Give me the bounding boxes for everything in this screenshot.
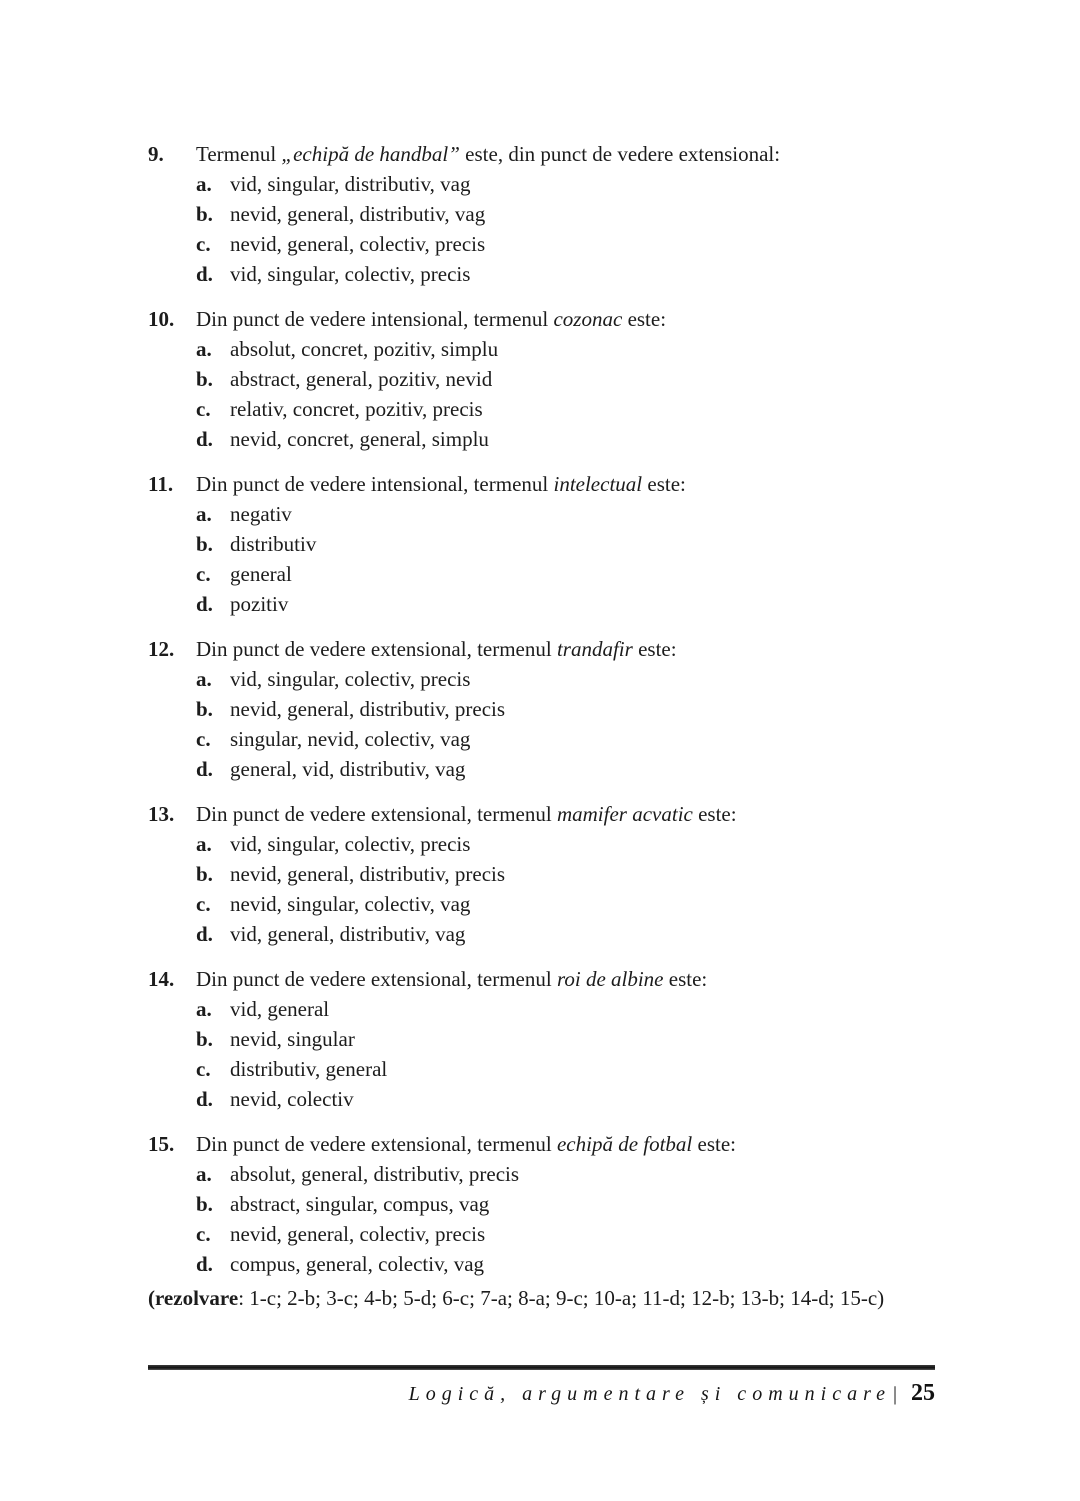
option-text: nevid, singular xyxy=(230,1027,355,1051)
question-body xyxy=(196,1129,935,1279)
answer-option xyxy=(196,559,935,589)
option-letter: d. xyxy=(196,922,213,946)
option-letter: b. xyxy=(196,862,213,886)
answer-option xyxy=(196,529,935,559)
answer-option xyxy=(196,754,935,784)
answer-option xyxy=(196,919,935,949)
option-letter: c. xyxy=(196,232,211,256)
option-text: relativ, concret, pozitiv, precis xyxy=(230,397,483,421)
question-body xyxy=(196,139,935,289)
option-letter: d. xyxy=(196,1252,213,1276)
option-letter: b. xyxy=(196,1027,213,1051)
option-text: nevid, concret, general, simplu xyxy=(230,427,489,451)
option-letter: d. xyxy=(196,262,213,286)
answer-option xyxy=(196,394,935,424)
option-text: general, vid, distributiv, vag xyxy=(230,757,466,781)
option-text: distributiv, general xyxy=(230,1057,388,1081)
answer-option xyxy=(196,424,935,454)
option-letter: d. xyxy=(196,427,213,451)
question-number: 14. xyxy=(148,967,175,991)
question-number: 15. xyxy=(148,1132,175,1156)
question-text-run: Din punct de vedere extensional, termenul xyxy=(196,802,557,826)
question-title xyxy=(196,304,935,334)
option-text: vid, singular, distributiv, vag xyxy=(230,172,471,196)
answer-option xyxy=(196,229,935,259)
option-text: singular, nevid, colectiv, vag xyxy=(230,727,471,751)
answer-option xyxy=(196,1249,935,1279)
answer-option xyxy=(196,994,935,1024)
question-text-run: este: xyxy=(692,802,737,826)
question-body xyxy=(196,634,935,784)
answer-option xyxy=(196,364,935,394)
question-term: cozonac xyxy=(553,307,623,331)
answer-option xyxy=(196,829,935,859)
option-letter: a. xyxy=(196,832,212,856)
option-text: vid, singular, colectiv, precis xyxy=(230,667,471,691)
question-term: echipă de fotbal xyxy=(556,1132,693,1156)
question-title xyxy=(196,799,935,829)
question-text-run: Termenul xyxy=(196,142,282,166)
answer-option xyxy=(196,199,935,229)
question-text-run: Din punct de vedere extensional, termenul xyxy=(196,1132,557,1156)
option-text: absolut, general, distributiv, precis xyxy=(230,1162,520,1186)
option-letter: c. xyxy=(196,727,211,751)
option-letter: d. xyxy=(196,592,213,616)
option-letter: a. xyxy=(196,1162,212,1186)
question-text-run: Din punct de vedere intensional, termenul xyxy=(196,307,554,331)
question-item xyxy=(148,139,935,289)
option-letter: a. xyxy=(196,502,212,526)
answer-option xyxy=(196,1054,935,1084)
question-text-run: Din punct de vedere extensional, termenul xyxy=(196,637,557,661)
option-text: nevid, general, distributiv, vag xyxy=(230,202,486,226)
answer-option xyxy=(196,1189,935,1219)
question-term: intelectual xyxy=(553,472,643,496)
answer-option xyxy=(196,694,935,724)
answer-option xyxy=(196,1159,935,1189)
option-text: absolut, concret, pozitiv, simplu xyxy=(230,337,499,361)
question-item xyxy=(148,634,935,784)
question-number: 12. xyxy=(148,637,175,661)
footer-rule xyxy=(148,1365,935,1370)
question-title xyxy=(196,469,935,499)
option-letter: b. xyxy=(196,367,213,391)
book-title: Logică, argumentare și comunicare xyxy=(408,1383,891,1405)
option-letter: b. xyxy=(196,202,213,226)
option-text: nevid, general, distributiv, precis xyxy=(230,697,506,721)
option-text: nevid, general, colectiv, precis xyxy=(230,1222,486,1246)
answer-option xyxy=(196,259,935,289)
question-text-run: Din punct de vedere intensional, termenul xyxy=(196,472,554,496)
question-number: 13. xyxy=(148,802,175,826)
option-text: compus, general, colectiv, vag xyxy=(230,1252,485,1276)
option-text: abstract, singular, compus, vag xyxy=(230,1192,490,1216)
option-text: nevid, colectiv xyxy=(230,1087,354,1111)
footer-separator: | xyxy=(892,1383,897,1405)
option-text: vid, singular, colectiv, precis xyxy=(230,262,471,286)
answer-key xyxy=(148,1283,935,1313)
answer-option xyxy=(196,889,935,919)
answer-option xyxy=(196,664,935,694)
question-term: mamifer acvatic xyxy=(556,802,693,826)
question-item xyxy=(148,469,935,619)
answer-key-label: (rezolvare xyxy=(148,1286,239,1310)
question-body xyxy=(196,964,935,1114)
question-title xyxy=(196,1129,935,1159)
page-footer xyxy=(148,1378,935,1409)
question-item xyxy=(148,304,935,454)
option-text: vid, general, distributiv, vag xyxy=(230,922,466,946)
answer-option xyxy=(196,334,935,364)
question-text-run: Din punct de vedere extensional, termenul xyxy=(196,967,557,991)
question-item xyxy=(148,799,935,949)
option-letter: c. xyxy=(196,562,211,586)
question-number: 10. xyxy=(148,307,175,331)
question-text-run: este: xyxy=(663,967,708,991)
option-text: abstract, general, pozitiv, nevid xyxy=(230,367,493,391)
question-item xyxy=(148,964,935,1114)
option-letter: c. xyxy=(196,1057,211,1081)
option-letter: b. xyxy=(196,1192,213,1216)
option-letter: a. xyxy=(196,337,212,361)
option-letter: d. xyxy=(196,757,213,781)
option-text: vid, general xyxy=(230,997,330,1021)
option-text: nevid, singular, colectiv, vag xyxy=(230,892,471,916)
answer-option xyxy=(196,169,935,199)
option-letter: c. xyxy=(196,892,211,916)
question-term: „echipă de handbal” xyxy=(281,142,460,166)
answer-option xyxy=(196,1219,935,1249)
option-text: general xyxy=(230,562,292,586)
question-title xyxy=(196,634,935,664)
answer-option xyxy=(196,499,935,529)
option-letter: c. xyxy=(196,397,211,421)
question-text-run: este: xyxy=(692,1132,737,1156)
option-text: vid, singular, colectiv, precis xyxy=(230,832,471,856)
question-number: 11. xyxy=(148,472,174,496)
option-text: distributiv xyxy=(230,532,317,556)
question-term: roi de albine xyxy=(556,967,664,991)
question-body xyxy=(196,469,935,619)
question-item xyxy=(148,1129,935,1279)
answer-key-values: : 1-c; 2-b; 3-c; 4-b; 5-d; 6-c; 7-a; 8-a; 9-c; 10-a; 11-d; 12-b; 13-b; 14-d; 15-c) xyxy=(238,1286,885,1310)
question-body xyxy=(196,799,935,949)
question-list xyxy=(148,139,935,1279)
answer-option xyxy=(196,1084,935,1114)
option-letter: a. xyxy=(196,997,212,1021)
option-text: pozitiv xyxy=(230,592,289,616)
answer-option xyxy=(196,589,935,619)
option-text: nevid, general, distributiv, precis xyxy=(230,862,506,886)
question-title xyxy=(196,964,935,994)
option-letter: a. xyxy=(196,667,212,691)
question-text-run: este: xyxy=(642,472,686,496)
question-title xyxy=(196,139,935,169)
option-letter: b. xyxy=(196,532,213,556)
question-text-run: este: xyxy=(622,307,667,331)
option-text: nevid, general, colectiv, precis xyxy=(230,232,486,256)
question-term: trandafir xyxy=(556,637,633,661)
question-body xyxy=(196,304,935,454)
option-text: negativ xyxy=(230,502,292,526)
page-number: 25 xyxy=(911,1380,935,1406)
option-letter: c. xyxy=(196,1222,211,1246)
answer-option xyxy=(196,859,935,889)
answer-option xyxy=(196,724,935,754)
option-letter: b. xyxy=(196,697,213,721)
option-letter: d. xyxy=(196,1087,213,1111)
question-text-run: este, din punct de vedere extensional: xyxy=(459,142,781,166)
answer-option xyxy=(196,1024,935,1054)
question-text-run: este: xyxy=(632,637,677,661)
option-letter: a. xyxy=(196,172,212,196)
question-number: 9. xyxy=(148,142,164,166)
